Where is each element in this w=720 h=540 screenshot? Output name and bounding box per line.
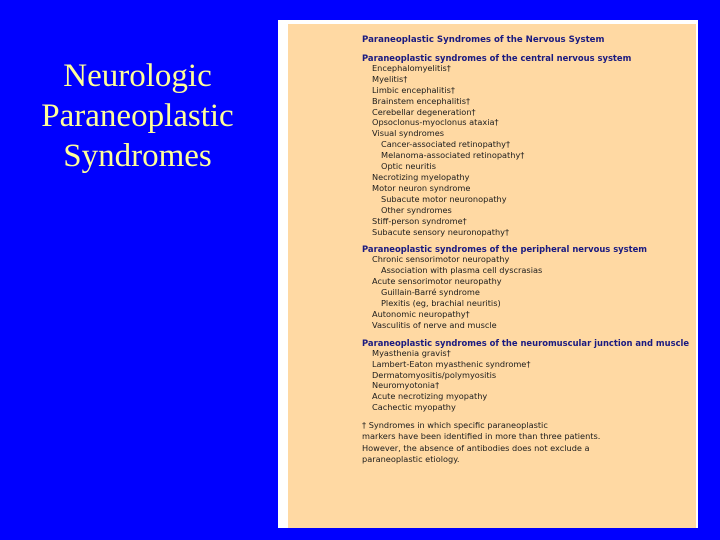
document-section [362, 338, 692, 413]
list-item: Association with plasma cell dyscrasias [381, 265, 543, 276]
list-item: Necrotizing myelopathy [372, 171, 470, 182]
list-item: Brainstem encephalitis† [372, 95, 471, 106]
section-list [362, 53, 692, 413]
document-section [362, 53, 692, 238]
document-section [362, 244, 692, 330]
slide-title-line: Paraneoplastic [41, 98, 234, 134]
list-item: Subacute sensory neuronopathy† [372, 226, 510, 237]
list-item: Neuromyotonia† [372, 380, 440, 391]
list-item: Other syndromes [381, 204, 452, 215]
footnote-line: paraneoplastic etiology. [362, 454, 460, 465]
list-item: Subacute motor neuronopathy [381, 193, 507, 204]
list-item: Melanoma-associated retinopathy† [381, 150, 525, 161]
list-item: Encephalomyelitis† [372, 62, 451, 73]
list-item: Opsoclonus-myoclonus ataxia† [372, 117, 499, 128]
section-heading: Paraneoplastic syndromes of the neuromuscular junction and muscle [362, 337, 690, 348]
list-item: Limbic encephalitis† [372, 84, 455, 95]
section-heading: Paraneoplastic syndromes of the peripheral nervous system [362, 244, 648, 255]
list-item: Guillain-Barré syndrome [381, 287, 480, 298]
list-item: Motor neuron syndrome [372, 182, 471, 193]
footnote-line: However, the absence of antibodies does not exclude a [362, 442, 590, 453]
footnote-line: † Syndromes in which specific paraneoplastic [362, 420, 548, 431]
list-item: Myasthenia gravis† [372, 347, 451, 358]
slide-title-line: Neurologic [63, 58, 212, 94]
list-item: Stiff-person syndrome† [372, 215, 467, 226]
list-item: Vasculitis of nerve and muscle [372, 319, 497, 330]
list-item: Dermatomyositis/polymyositis [372, 369, 497, 380]
slide-title [20, 56, 255, 176]
list-item: Visual syndromes [372, 128, 445, 139]
document-content [362, 35, 692, 465]
list-item: Cerebellar degeneration† [372, 106, 476, 117]
list-item: Chronic sensorimotor neuropathy [372, 254, 510, 265]
list-item: Acute necrotizing myopathy [372, 391, 488, 402]
list-item: Lambert-Eaton myasthenic syndrome† [372, 358, 531, 369]
list-item: Optic neuritis [381, 161, 437, 172]
list-item: Cancer-associated retinopathy† [381, 139, 511, 150]
footnote-line: markers have been identified in more than three patients. [362, 431, 601, 442]
document-title: Paraneoplastic Syndromes of the Nervous System [362, 35, 605, 45]
list-item: Acute sensorimotor neuropathy [372, 276, 502, 287]
list-item: Cachectic myopathy [372, 402, 456, 413]
list-item: Myelitis† [372, 73, 408, 84]
footnote [362, 420, 692, 465]
list-item: Plexitis (eg, brachial neuritis) [381, 298, 501, 309]
slide-title-line: Syndromes [63, 138, 212, 174]
section-heading: Paraneoplastic syndromes of the central nervous system [362, 52, 632, 63]
list-item: Autonomic neuropathy† [372, 308, 470, 319]
